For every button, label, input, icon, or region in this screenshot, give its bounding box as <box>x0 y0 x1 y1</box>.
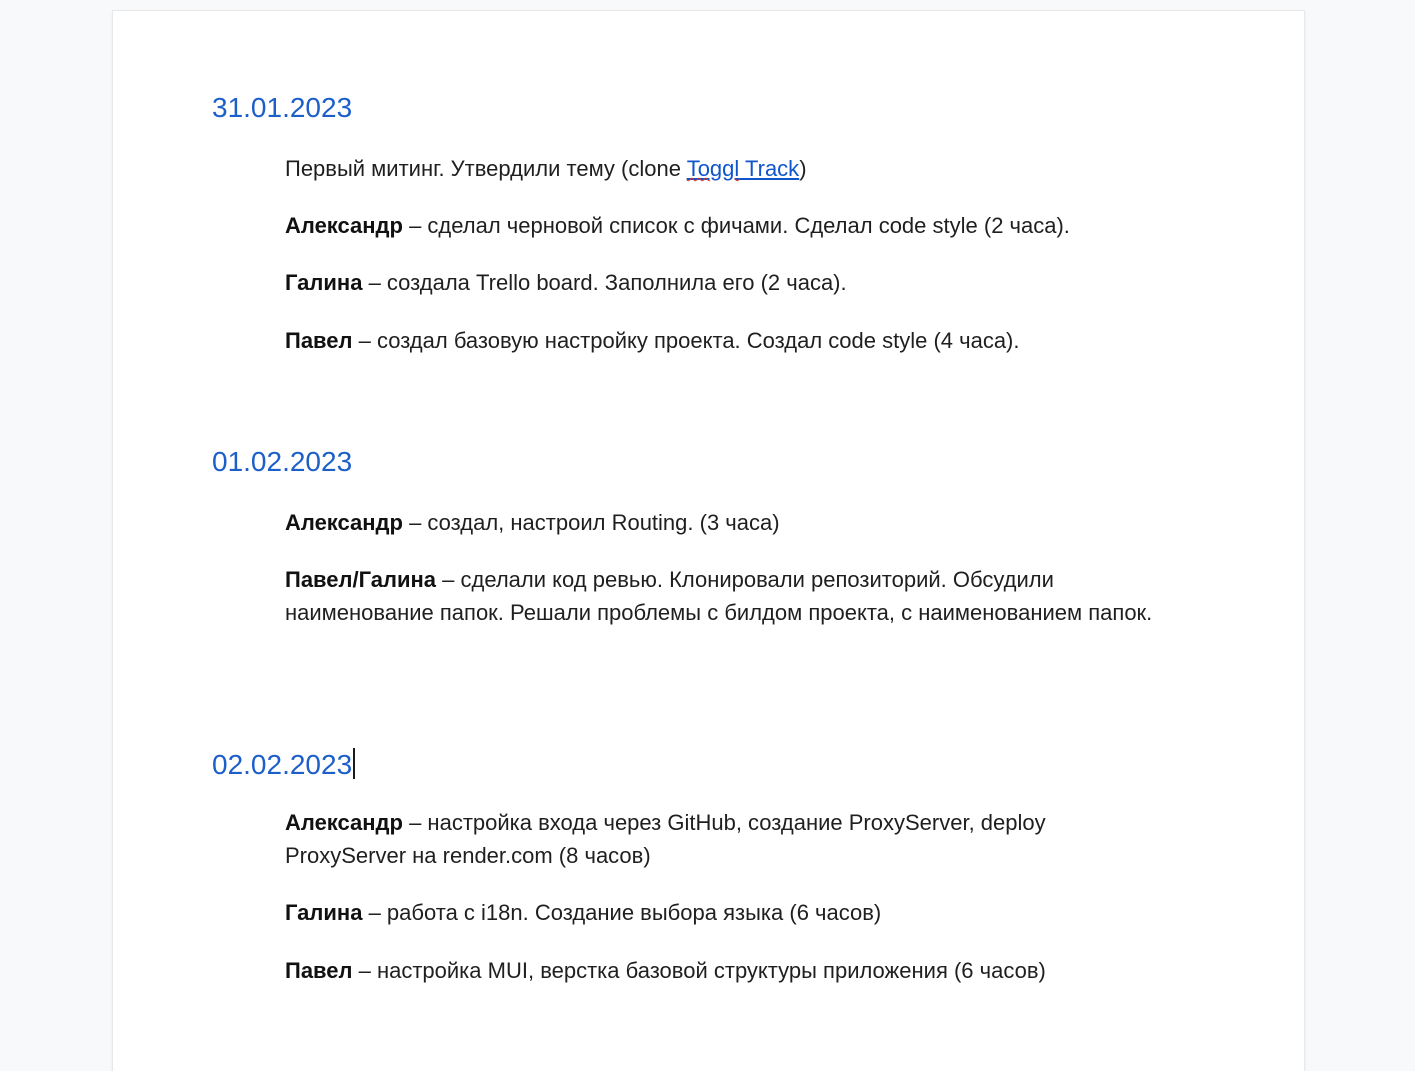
meeting-intro[interactable] <box>285 152 1185 185</box>
entry-paragraph[interactable] <box>285 896 1185 929</box>
entry-paragraph[interactable] <box>285 563 1185 629</box>
entry-text: – настройка MUI, верстка базовой структуры приложения (6 часов) <box>352 958 1046 983</box>
entry-text: – работа с i18n. Создание выбора языка (6 часов) <box>362 900 882 925</box>
person-name: Павел <box>285 328 353 353</box>
entry-text: – создал, настроил Routing. (3 часа) <box>402 510 780 535</box>
entry-text: – сделал черновой список с фичами. Сделал code style (2 часа). <box>402 213 1070 238</box>
entry-paragraph[interactable] <box>285 806 1145 872</box>
person-name: Павел <box>285 958 353 983</box>
date-heading-2[interactable]: 01.02.2023 <box>212 446 353 477</box>
date-heading-3-text: 02.02.2023 <box>212 749 353 780</box>
intro-suffix: ) <box>799 156 807 181</box>
entry-text: – сделали код ревью. Клонировали репозиторий. Обсудили наименование папок. Решали проблемы с билдом проекта, с наименованием папок. <box>285 567 1153 625</box>
misspelled-word: Toggl <box>686 156 740 181</box>
date-heading-1[interactable]: 31.01.2023 <box>212 92 353 123</box>
entry-text: – создала Trello board. Заполнила его (2 часа). <box>362 270 847 295</box>
toggl-track-link[interactable] <box>687 156 800 181</box>
entry-paragraph[interactable] <box>285 324 1185 357</box>
person-name: Галина <box>285 900 363 925</box>
entry-paragraph[interactable] <box>285 209 1185 242</box>
document-page[interactable] <box>113 11 1304 1071</box>
entry-text: – создал базовую настройку проекта. Создал code style (4 часа). <box>352 328 1020 353</box>
person-name: Галина <box>285 270 363 295</box>
text-cursor <box>353 748 355 779</box>
entry-paragraph[interactable] <box>285 506 1185 539</box>
date-heading-3[interactable] <box>212 748 355 779</box>
intro-text: Первый митинг. Утвердили тему (clone <box>285 156 687 181</box>
entry-paragraph[interactable] <box>285 954 1185 987</box>
person-name: Александр <box>285 213 403 238</box>
person-name: Александр <box>285 810 403 835</box>
entry-paragraph[interactable] <box>285 266 1185 299</box>
entry-text: – настройка входа через GitHub, создание ProxyServer, deploy ProxyServer на render.com (8 часов) <box>285 810 1046 868</box>
person-name: Павел/Галина <box>285 567 437 592</box>
person-name: Александр <box>285 510 403 535</box>
link-text: Track <box>739 156 800 181</box>
